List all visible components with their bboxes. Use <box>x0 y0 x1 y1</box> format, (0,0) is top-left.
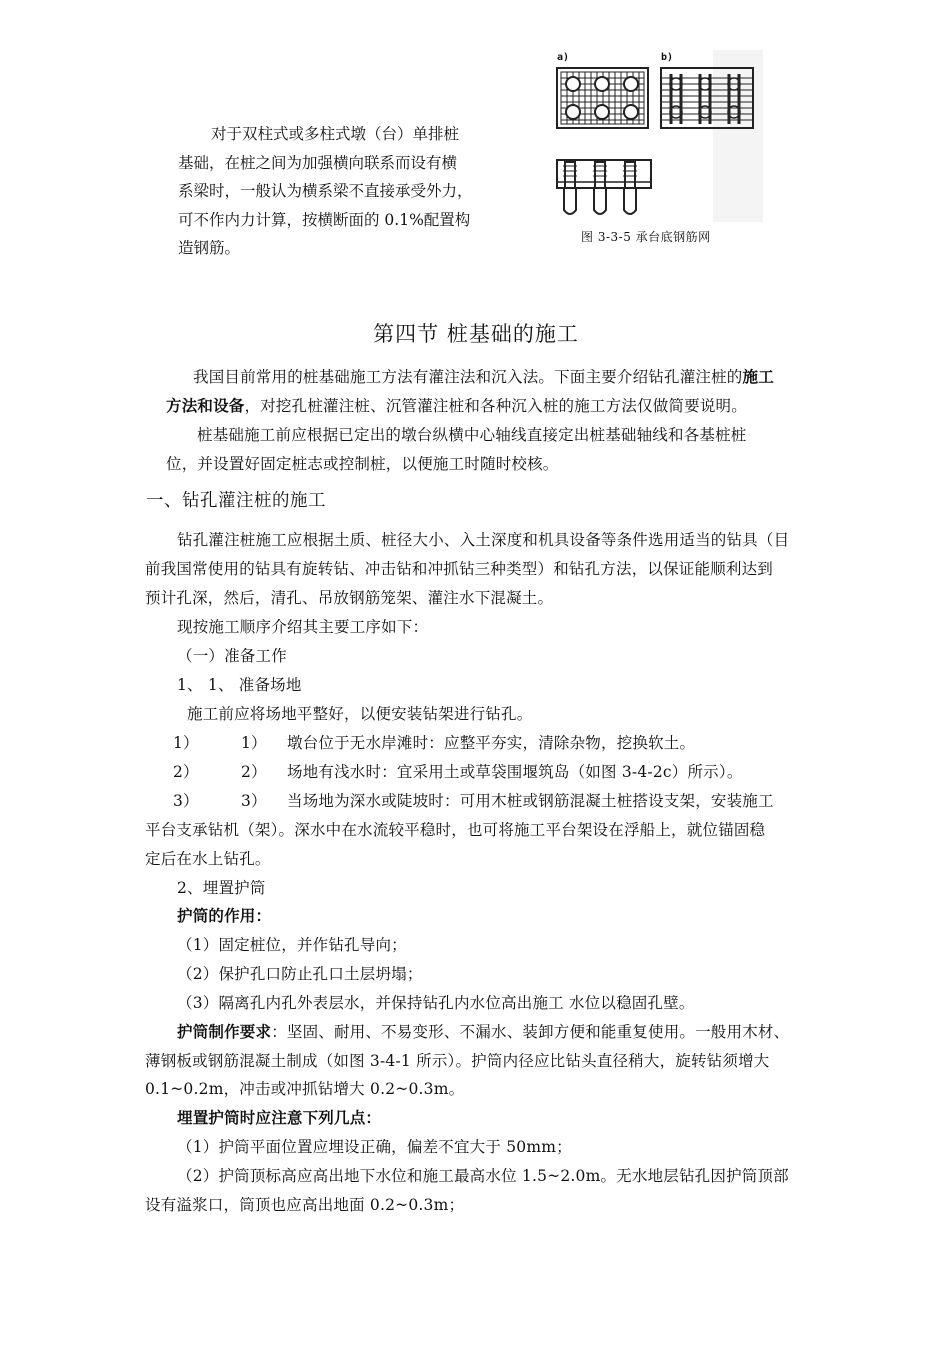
list3-cont-line1: 平台支承钻机（架）。深水中在水流较平稳时，也可将施工平台架设在浮船上，就位锚固稳 <box>145 821 766 839</box>
figure-caption: 图 3-3-5 承台底钢筋网 <box>581 230 711 244</box>
para1-bold: 方法和设备 <box>166 397 245 415</box>
hutong-use: （2）保护孔口防止孔口土层坍塌； <box>177 965 423 983</box>
intro-line: 对于双柱式或多柱式墩（台）单排桩 <box>211 125 460 143</box>
list-text: 当场地为深水或陡坡时：可用木桩或钢筋混凝土桩搭设支架，安装施工 <box>287 792 774 810</box>
figure-label-a: a) <box>557 52 570 63</box>
notes-title: 埋置护筒时应注意下列几点： <box>177 1109 382 1127</box>
list-number: 2） <box>241 763 267 781</box>
para2-line1: 桩基础施工前应根据已定出的墩台纵横中心轴线直接定出桩基础轴线和各基桩桩 <box>197 426 747 444</box>
list-number: 3） <box>241 792 267 810</box>
para3-line3: 预计孔深，然后，清孔、吊放钢筋笼架、灌注水下混凝土。 <box>145 589 554 607</box>
item1-heading: 1、 1、 准备场地 <box>177 676 302 694</box>
hutong-use: （3）隔离孔内孔外表层水，并保持钻孔内水位高出施工 水位以稳固孔壁。 <box>177 994 695 1012</box>
section-title: 第四节 桩基础的施工 <box>373 322 579 346</box>
sub-heading-prep: （一）准备工作 <box>177 647 287 665</box>
note-2-line1: （2）护筒顶标高应高出地下水位和施工最高水位 1.5~2.0m。无水地层钻孔因护筒顶部 <box>177 1167 789 1185</box>
hutong-use: （1）固定桩位，并作钻孔导向； <box>177 936 407 954</box>
para1-text: ，对挖孔桩灌注桩、沉管灌注桩和各种沉入桩的施工方法仅做简要说明。 <box>244 397 747 415</box>
panel-a <box>557 68 648 128</box>
intro-paragraph <box>178 120 498 263</box>
para3-line1: 钻孔灌注桩施工应根据土质、桩径大小、入土深度和机具设备等条件选用适当的钻具（目 <box>177 531 790 549</box>
list-item <box>173 733 695 754</box>
figure-rebar-mesh <box>553 50 763 222</box>
list3-cont-line2: 定后在水上钻孔。 <box>145 850 271 868</box>
intro-line: 造钢筋。 <box>178 239 241 257</box>
req-line2: 薄钢板或钢筋混凝土制成（如图 3-4-1 所示）。护筒内径应比钻头直径稍大，旋转钻须增大 <box>145 1052 770 1070</box>
list-number: 2） <box>173 763 199 781</box>
para1-line2 <box>166 396 747 417</box>
list-number: 1） <box>241 734 267 752</box>
list-text: 墩台位于无水岸滩时：应整平夯实，清除杂物，挖换软土。 <box>287 734 696 752</box>
req-line3: 0.1~0.2m，冲击或冲抓钻增大 0.2~0.3m。 <box>145 1080 465 1098</box>
panel-b <box>661 68 753 128</box>
list-item <box>173 791 774 812</box>
req-text: ：坚固、耐用、不易变形、不漏水、装卸方便和能重复使用。一般用木材、 <box>271 1023 790 1041</box>
para4: 现按施工顺序介绍其主要工序如下： <box>177 618 429 636</box>
para1-bold: 施工 <box>742 368 774 386</box>
list-number: 1） <box>173 734 199 752</box>
req-bold: 护筒制作要求 <box>177 1023 272 1041</box>
note-1: （1）护筒平面位置应埋设正确，偏差不宜大于 50mm； <box>177 1138 572 1156</box>
note-2-line2: 设有溢浆口，筒顶也应高出地面 0.2~0.3m； <box>145 1196 465 1214</box>
para1-line1 <box>193 367 774 388</box>
intro-line: 可不作内力计算，按横断面的 0.1%配置构 <box>178 210 471 229</box>
para1-text: 我国目前常用的桩基础施工方法有灌注法和沉入法。下面主要介绍钻孔灌注桩的 <box>193 368 743 386</box>
list-item <box>173 762 743 783</box>
figure-label-b: b) <box>661 52 674 63</box>
list-text: 场地有浅水时：宜采用土或草袋围堰筑岛（如图 3-4-2c）所示）。 <box>287 763 743 781</box>
para3-line2: 前我国常使用的钻具有旋转钻、冲击钻和冲抓钻三种类型）和钻孔方法，以保证能顺利达到 <box>145 560 774 578</box>
item1-text: 施工前应将场地平整好，以便安装钻架进行钻孔。 <box>187 705 533 723</box>
list-number: 3） <box>173 792 199 810</box>
req-line1 <box>177 1022 789 1043</box>
intro-line: 基础，在桩之间为加强横向联系而设有横 <box>178 153 458 172</box>
rebar-mesh-drawing <box>553 50 763 222</box>
hutong-title: 护筒的作用： <box>177 907 272 925</box>
pile-cap-elevation <box>557 160 651 214</box>
heading-drilled-pile: 一、钻孔灌注桩的施工 <box>146 491 326 511</box>
para2-line2: 位，并设置好固定桩志或控制桩，以便施工时随时校核。 <box>166 455 559 473</box>
intro-line: 系梁时，一般认为横系梁不直接承受外力， <box>178 182 473 200</box>
item2-heading: 2、埋置护筒 <box>177 879 266 897</box>
